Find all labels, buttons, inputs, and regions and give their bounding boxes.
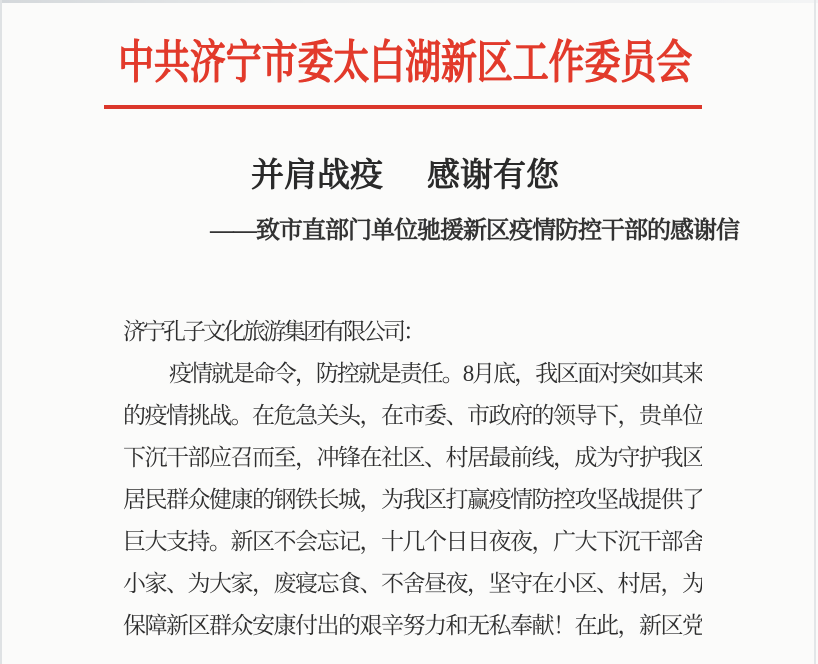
paragraph-line: 居民群众健康的钢铁长城，为我区打赢疫情防控攻坚战提供了: [123, 487, 702, 512]
letter-title-part1: 并肩战疫: [251, 158, 383, 194]
paragraph-line: 小家、为大家，废寝忘食、不舍昼夜，坚守在小区、村居，为: [123, 571, 702, 596]
paragraph-line: 的疫情挑战。在危急关头，在市委、市政府的领导下，贵单位: [123, 403, 702, 428]
scan-edge-left: [0, 0, 2, 664]
scan-edge-right: [814, 0, 816, 664]
salutation: 济宁孔子文化旅游集团有限公司：: [123, 319, 423, 344]
letterhead-title: 中共济宁市委太白湖新区工作委员会: [117, 37, 693, 88]
paragraph-line: 疫情就是命令，防控就是责任。8月底，我区面对突如其来: [169, 361, 702, 386]
paragraph-line: 巨大支持。新区不会忘记，十几个日日夜夜，广大下沉干部舍: [123, 529, 702, 554]
paragraph-line: 保障新区群众安康付出的艰辛努力和无私奉献！在此，新区党: [123, 613, 702, 638]
scan-edge-top: [0, 0, 818, 3]
paragraph-line: 下沉干部应召而至，冲锋在社区、村居最前线，成为守护我区: [123, 445, 702, 470]
body-paragraph: [123, 353, 702, 647]
letterhead-rule: [104, 105, 702, 109]
letter-title-part2: 感谢有您: [427, 158, 559, 194]
letter-title: [0, 160, 810, 193]
letter-body: [123, 311, 702, 647]
letter-subtitle: ——致市直部门单位驰援新区疫情防控干部的感谢信: [210, 218, 739, 244]
